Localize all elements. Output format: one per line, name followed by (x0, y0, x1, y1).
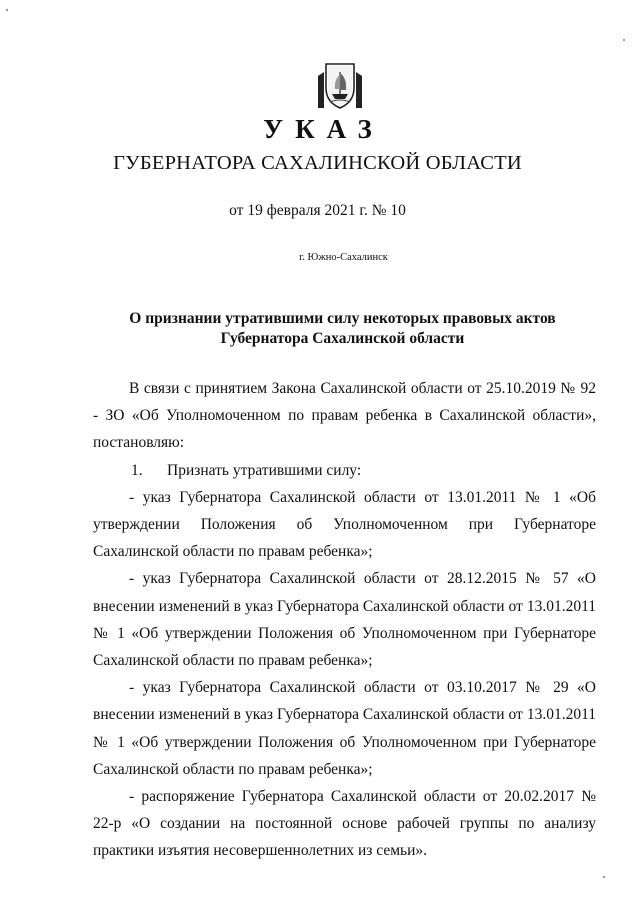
scan-speck (6, 9, 8, 11)
document-type: УКАЗ (263, 114, 384, 144)
list-item: - распоряжение Губернатора Сахалинской области от 20.02.2017 № 22-р «О создании на постоянной основе рабочей группы по анализу практики изъятия несовершеннолетних из семьи». (93, 788, 596, 860)
issuer-title: ГУБЕРНАТОРА САХАЛИНСКОЙ ОБЛАСТИ (113, 152, 522, 174)
coat-of-arms-icon (316, 58, 364, 110)
document-date-number: от 19 февраля 2021 г. № 10 (229, 202, 406, 219)
list-item: - указ Губернатора Сахалинской области от 13.01.2011 № 1 «Об утверждении Положения об Уполномоченном при Губернаторе Сахалинской области по правам ребенка»; (93, 488, 596, 561)
scan-speck (603, 876, 605, 878)
item-1 (93, 457, 596, 484)
document-heading (0, 309, 635, 349)
scan-speck (623, 39, 625, 41)
preamble-paragraph: В связи с принятием Закона Сахалинской области от 25.10.2019 № 92 - ЗО «Об Уполномоченном по правам ребенка в Сахалинской области», постановляю: (93, 380, 596, 452)
item-1-text: Признать утратившими силу: (167, 461, 362, 479)
heading-line-1: О признании утратившими силу некоторых правовых актов (129, 310, 556, 327)
item-1-number: 1. (131, 461, 143, 479)
list-item: - указ Губернатора Сахалинской области от 28.12.2015 № 57 «О внесении изменений в указ Губернатора Сахалинской области от 13.01.2011 № 1 «Об утверждении Положения об Уполномоченном при Губернаторе Сахалинской области по правам ребенка»; (93, 570, 596, 670)
heading-line-2: Губернатора Сахалинской области (220, 330, 465, 347)
document-body (93, 375, 596, 865)
list-item: - указ Губернатора Сахалинской области от 03.10.2017 № 29 «О внесении изменений в указ Губернатора Сахалинской области от 13.01.2011 № 1 «Об утверждении Положения об Уполномоченном при Губернаторе Сахалинской области по правам ребенка»; (93, 679, 596, 778)
document-city: г. Южно-Сахалинск (299, 252, 388, 263)
